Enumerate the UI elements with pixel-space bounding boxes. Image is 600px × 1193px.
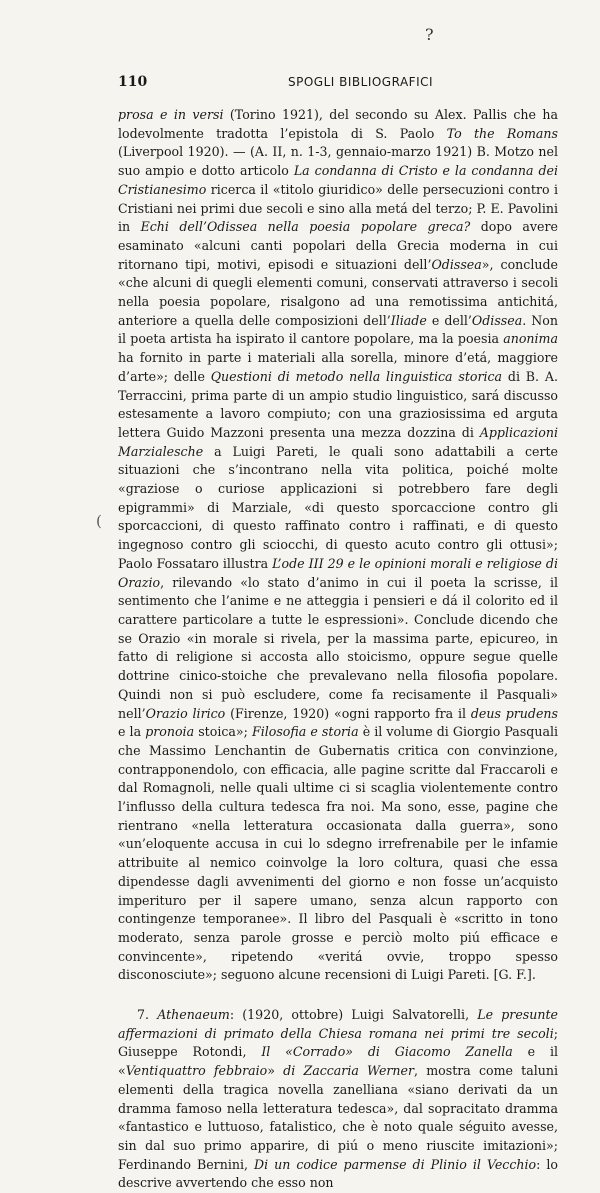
segment: Il «Corrado» di Giacomo Zanella [261, 1044, 513, 1060]
segment: , mostra come taluni elementi della tragica novella zanelliana «siano derivati da un dramma famoso nella letteratura tedesca», dal sopracitato dramma «fantastico e luttuoso, fatalistico, che è noto quale séguito avesse, sin dal suo primo apparire, di piú o meno riuscite imitazioni»; Ferdinando Bernini, [118, 1063, 559, 1172]
segment: , rilevando «lo stato d’animo in cui il poeta la scrisse, il sentimento che l’anime e ne atteggia i pensieri e dá il colorito ed il carattere particolare a tutte le espressioni». Conclude dicendo che se Orazio «in morale si rivela, per la massima parte, epicureo, in fatto di religione si accosta allo stoicismo, oppure segue quelle dottrine cinico-stoiche che prevalevano nella filosofia popolare. Quindi non si può escludere, come fa recisamente il Pasquali» nell’ [118, 574, 558, 721]
segment: stoica»; [194, 724, 252, 740]
segment: Odissea [431, 256, 482, 272]
segment: To the Romans [446, 125, 558, 141]
segment: (Liverpool 1920). — (A. II, n. 1-3, gennaio-marzo 1921) B. Motzo nel suo ampio e dotto articolo [118, 144, 558, 179]
segment: Le presunte affermazioni di primato della Chiesa romana nei primi tre secoli [118, 1007, 558, 1041]
segment: Applicazioni Marzialesche [118, 424, 558, 459]
segment: Iliade [390, 312, 427, 328]
segment: La condanna di Cristo e la condanna dei Cristianesimo [118, 163, 558, 197]
segment: pronoia [145, 724, 195, 740]
segment: : (1920, ottobre) Luigi Salvatorelli, [229, 1007, 478, 1023]
body-text [118, 106, 558, 1193]
segment: a Luigi Pareti, le quali sono adattabili a certe situazioni che s’incontrano nella vita politica, poiché molte «graziose o curiose applicazioni si potrebbero fare degli epigrammi» di Marziale, «di questo sporcaccione contro gli sporcaccioni, di questo raffinato contro i raffinati, e di questo ingegnoso contro gli sciocchi, di questo acuto contro gli ottusi»; Paolo Fossataro illustra [118, 443, 558, 571]
segment: Di un codice parmense di Plinio il Vecchio [253, 1156, 537, 1172]
segment: Odissea [471, 312, 523, 328]
segment: ; Giuseppe Rotondi, [118, 1025, 558, 1060]
segment: (Firenze, 1920) «ogni rapporto fra il [225, 705, 471, 721]
segment: anonima [503, 331, 558, 347]
segment: 7. [137, 1007, 158, 1023]
segment: » [267, 1063, 284, 1079]
segment: e dell’ [426, 312, 472, 328]
corner-mark: ? [425, 25, 434, 44]
segment: Questioni di metodo nella linguistica storica [210, 368, 503, 384]
segment: deus prudens [470, 705, 558, 721]
segment: (Torino 1921), del secondo su Alex. Pallis che ha lodevolmente tradotta l’epistola di S. Paolo [118, 107, 558, 141]
segment: L’ode III 29 e le opinioni morali e religiose di Orazio [118, 555, 558, 590]
margin-mark: ( [96, 512, 102, 530]
segment: e il « [118, 1044, 558, 1079]
segment: dopo avere esaminato «alcuni canti popolari della Grecia moderna in cui ritornano tipi, motivi, episodi e situazioni dell’ [118, 219, 558, 272]
segment: : lo descrive avvertendo che esso non [118, 1156, 558, 1191]
segment: Echi dell’Odissea nella poesia popolare greca? [140, 219, 471, 235]
segment: Orazio lirico [145, 705, 226, 721]
segment: Filosofia e storia [251, 724, 359, 740]
segment: di B. A. Terraccini, prima parte di un ampio studio linguistico, sará discusso estesamente a lavoro compiuto; con una graziosissima ed arguta lettera Guido Mazzoni presenta una mezza dozzina di [118, 368, 558, 440]
segment: . Non il poeta artista ha ispirato il cantore popolare, ma la poesia [118, 312, 558, 347]
segment: ha fornito in parte i materiali alla sorella, minore d’etá, maggiore d’arte»; delle [118, 350, 558, 384]
page-number: 110 [118, 74, 148, 90]
segment: Athenaeum [157, 1007, 230, 1023]
running-title: SPOGLI BIBLIOGRAFICI [288, 75, 434, 89]
segment: è il volume di Giorgio Pasquali che Massimo Lenchantin de Gubernatis critica con convinzione, contrapponendolo, con efficacia, alle pagine scritte dal Fraccaroli e dal Romagnoli, nelle quali ultime ci si scaglia violentemente contro l’influsso della cultura tedesca fra noi. Ma sono, esse, pagine che rientrano «nella letteratura occasionata dalla guerra», sono «un’eloquente accusa in cui lo sdegno irrefrenabile per le infamie attribuite al nemico coinvolge la loro coltura, quasi che essa dipendesse dagli avvenimenti del giorno e non fosse un’acquisto imperituro per il sapere umano, senza alcun rapporto con contingenze temporanee». Il libro del Pasquali è «scritto in tono moderato, senza parole grosse e perciò molto piú efficace e convincente», ripetendo «veritá ovvie, troppo spesso disconosciute»; seguono alcune recensioni di Luigi Pareti. [G. F.]. [118, 724, 559, 983]
segment: prosa e in versi [118, 107, 224, 122]
segment: di Zaccaria Werner [283, 1063, 415, 1079]
segment: ricerca il «titolo giuridico» delle persecuzioni contro i Cristiani nei primi due secoli e sino alla metá del terzo; P. E. Pavolini in [118, 181, 558, 235]
segment: Ventiquattro febbraio [125, 1063, 268, 1079]
segment: », conclude «che alcuni di quegli elementi comuni, conservati attraverso i secoli nella poesia popolare, risalgono ad una remotissima antichitá, anteriore a quella delle composizioni dell’ [118, 256, 558, 328]
paragraph-1 [118, 106, 558, 985]
segment: e la [118, 724, 146, 740]
paragraph-2 [118, 1006, 558, 1193]
